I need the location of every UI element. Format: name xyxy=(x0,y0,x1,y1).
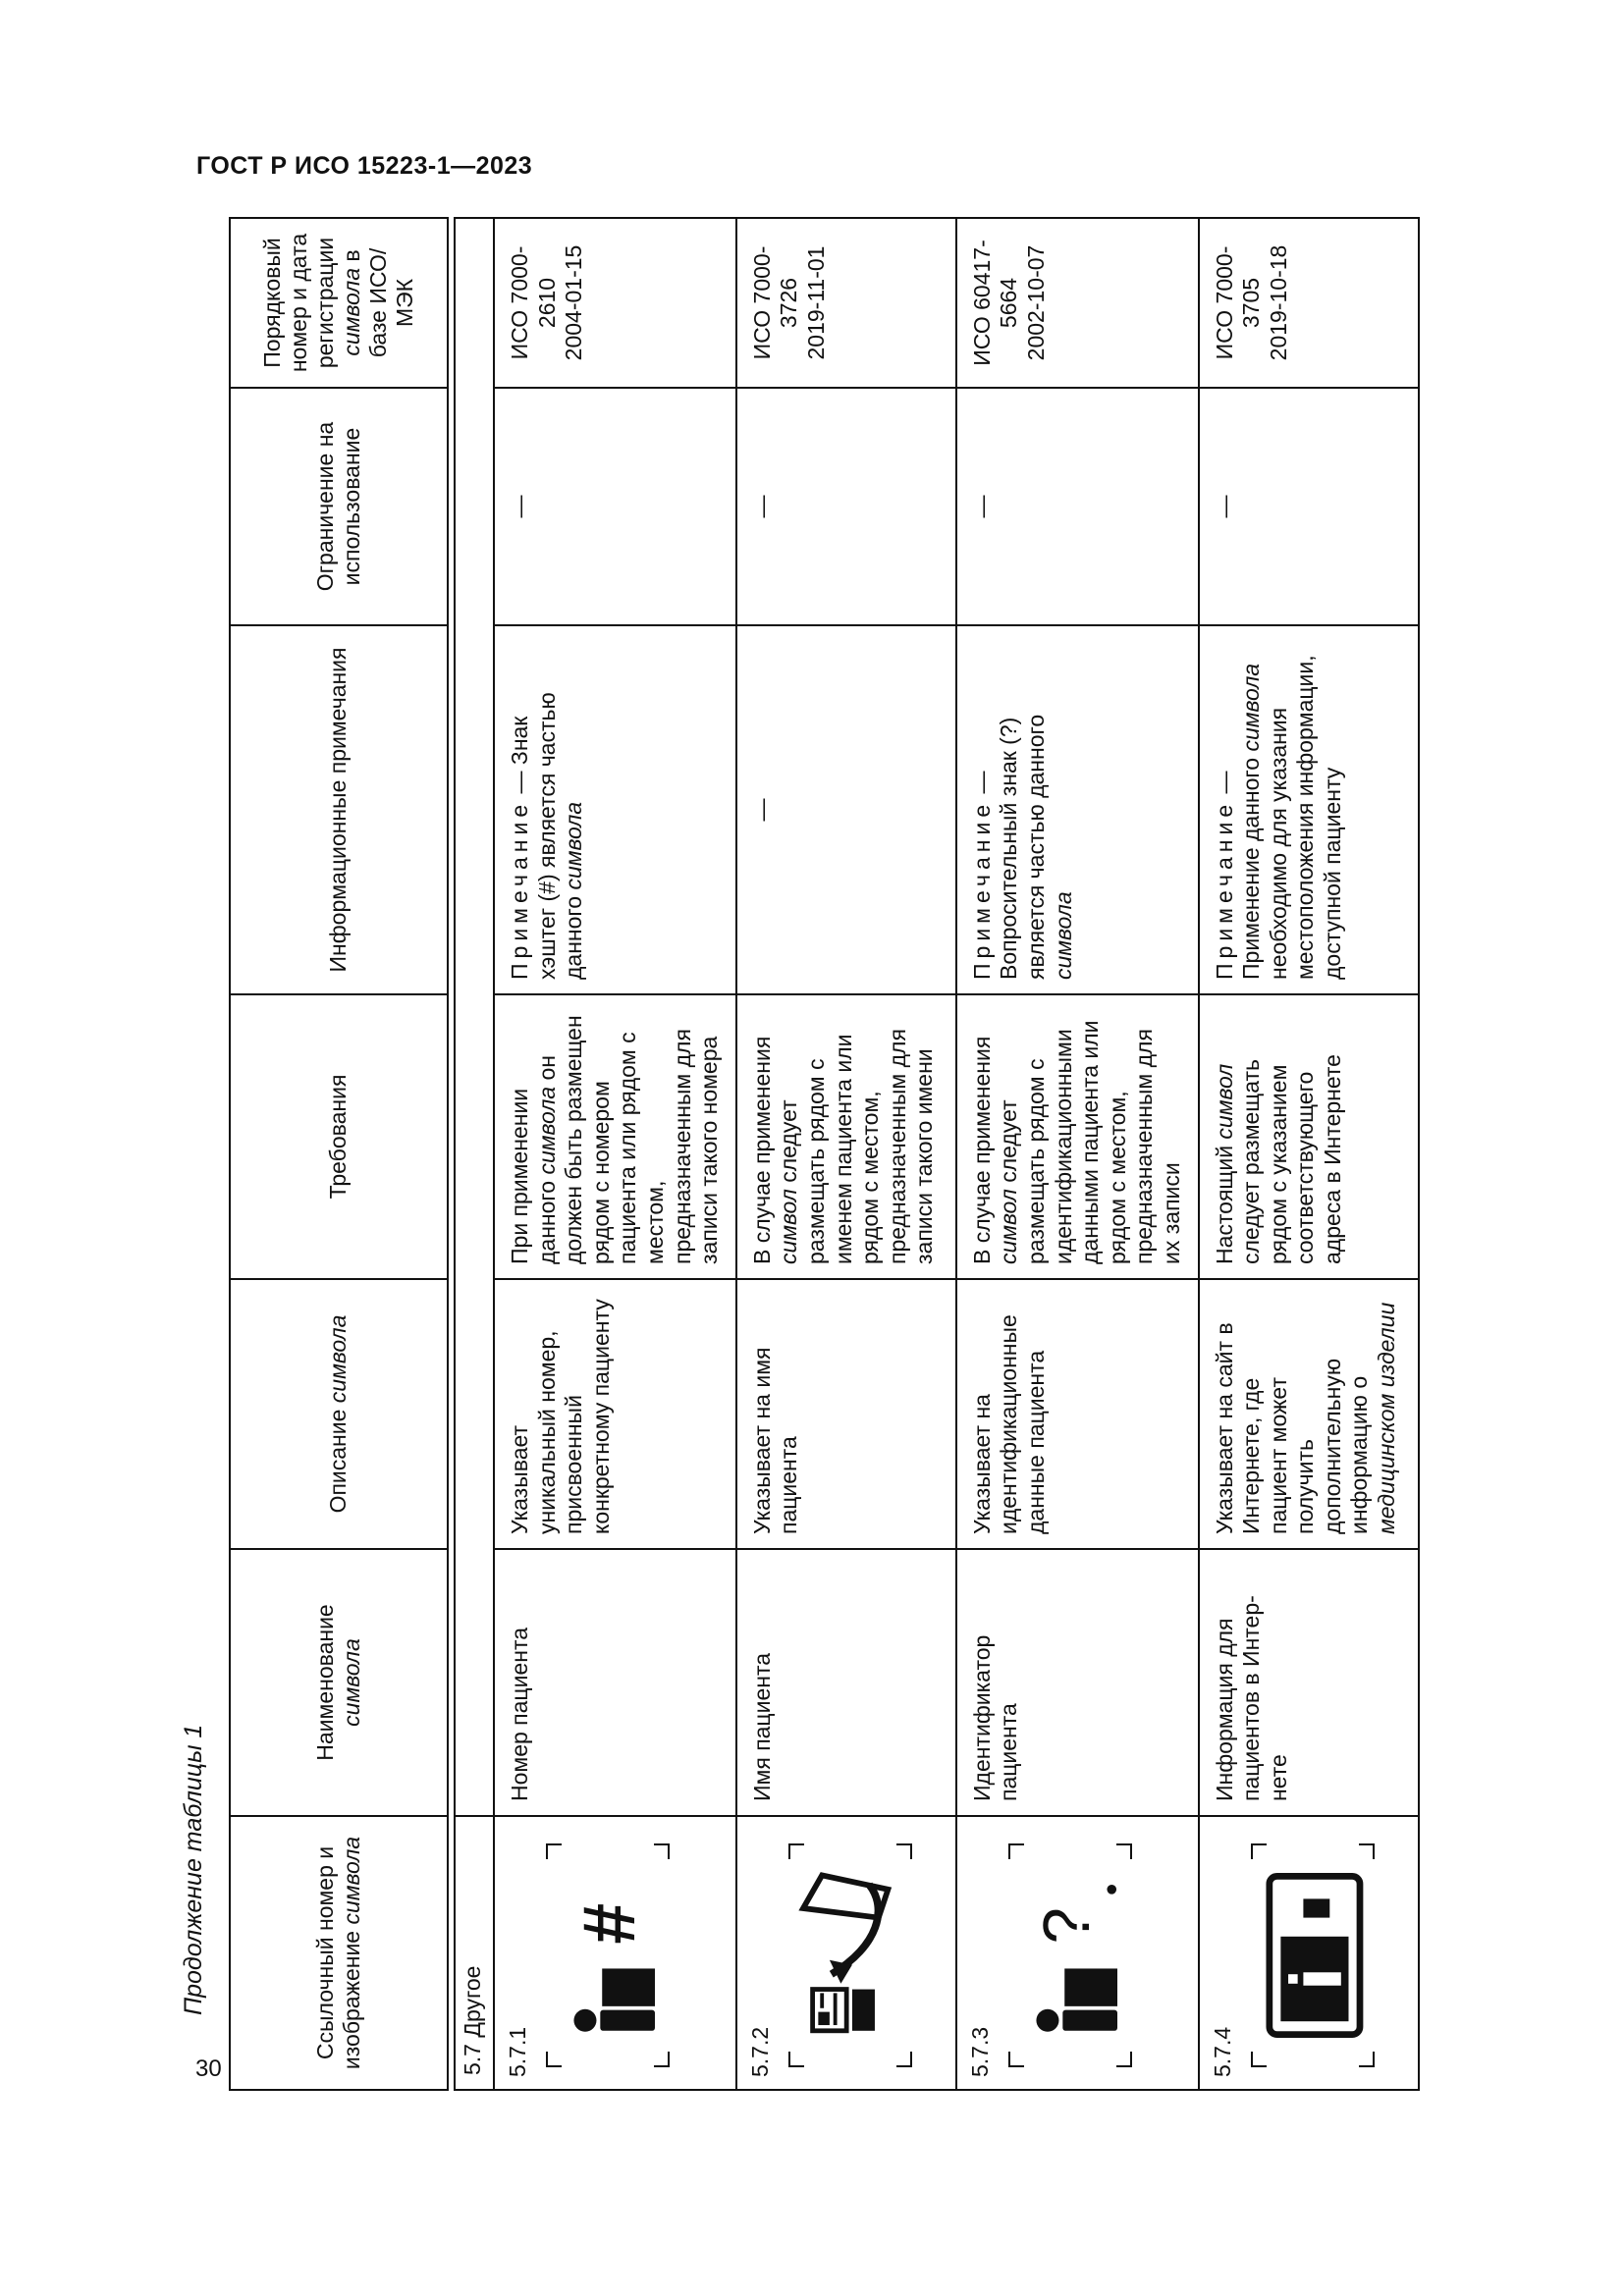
symbol-name-cell xyxy=(1199,1549,1419,1816)
frame-corner-mark xyxy=(1008,2052,1024,2067)
table-row xyxy=(494,218,736,2090)
italic-term: символа xyxy=(533,1086,560,1175)
text-run: Указывает на идентификационные данные пациента xyxy=(968,1314,1049,1534)
italic-term: символа xyxy=(1238,663,1265,752)
frame-corner-mark xyxy=(1251,1843,1267,1859)
registration-number-cell: ИСО 7000-3726 2019-11-01 xyxy=(736,218,956,388)
text-run: — Знак хэштег (#) является частью данного xyxy=(507,692,587,980)
text-run: Ссылочный номер и изображение xyxy=(311,1845,364,2070)
frame-corner-mark xyxy=(1116,1843,1132,1859)
svg-text:?: ? xyxy=(1029,1907,1104,1945)
header-cell xyxy=(230,388,448,625)
italic-term: символ xyxy=(996,1189,1022,1264)
text-run: Ограничение на использование xyxy=(311,421,364,592)
text-run: — xyxy=(748,798,775,822)
table-row xyxy=(736,218,956,2090)
frame-corner-mark xyxy=(788,2052,804,2067)
patient-information-website-icon xyxy=(1255,1861,1371,2050)
text-run: — Применение данного xyxy=(1211,751,1265,980)
requirements-cell xyxy=(956,994,1199,1279)
italic-term: символа xyxy=(339,1638,364,1727)
patient-number-icon xyxy=(550,1861,666,2050)
symbol-name-cell xyxy=(494,1549,736,1816)
text-run: При применении данного xyxy=(507,1088,560,1264)
symbol-ref-number: 5.7.3 xyxy=(966,2026,993,2077)
header-cell xyxy=(230,994,448,1279)
header-cell xyxy=(230,1279,448,1549)
text-run: Наименование xyxy=(311,1604,338,1761)
registration-number-cell: ИСО 7000-2610 2004-01-15 xyxy=(494,218,736,388)
text-run: Настоящий xyxy=(1211,1139,1237,1264)
symbol-description-cell xyxy=(736,1279,956,1549)
text-run: в базе ИСО/МЭК xyxy=(339,247,418,358)
text-run: Описание xyxy=(325,1403,352,1514)
informative-notes-cell xyxy=(1199,625,1419,994)
frame-corner-mark xyxy=(1359,2052,1375,2067)
requirements-cell xyxy=(1199,994,1419,1279)
frame-corner-mark xyxy=(896,2052,912,2067)
requirements-cell xyxy=(736,994,956,1279)
symbol-description-cell xyxy=(1199,1279,1419,1549)
section-row xyxy=(455,218,494,2090)
restriction-cell: — xyxy=(956,388,1199,625)
header-cell xyxy=(230,1816,448,2090)
symbol-description-cell xyxy=(956,1279,1199,1549)
text-run: Указывает на имя пациента xyxy=(748,1347,802,1534)
text-run: Информация для пациентов в Интер-нете xyxy=(1211,1595,1291,1801)
frame-corner-mark xyxy=(1116,2052,1132,2067)
table-header-row xyxy=(230,218,448,2090)
text-run: следует размещать рядом с идентификационными данными пациента или рядом с местом, предназначенным для их записи xyxy=(996,1020,1184,1264)
text-run: Требования xyxy=(325,1074,352,1200)
text-run: Указывает на сайт в Интернете, где пациент может получить дополнительную информацию о xyxy=(1211,1322,1373,1534)
text-run: — Вопросительный знак (?) является частью данного xyxy=(968,714,1049,980)
frame-corner-mark xyxy=(1008,1843,1024,1859)
symbol-ref-number: 5.7.2 xyxy=(746,2026,773,2077)
frame-corner-mark xyxy=(654,1843,670,1859)
note-label: Примечание xyxy=(507,799,532,980)
symbol-ref-number: 5.7.1 xyxy=(505,2026,530,2077)
frame-corner-mark xyxy=(546,1843,562,1859)
symbol-frame xyxy=(546,1843,670,2067)
section-title: 5.7 Другое xyxy=(455,1816,494,2090)
symbol-frame xyxy=(788,1843,912,2067)
italic-term: символа xyxy=(1050,891,1076,980)
table-gap-row xyxy=(448,218,455,2090)
frame-corner-mark xyxy=(654,2052,670,2067)
section-spacer xyxy=(455,218,494,1816)
informative-notes-cell xyxy=(736,625,956,994)
registration-number-cell: ИСО 60417- 5664 2002-10-07 xyxy=(956,218,1199,388)
table-body xyxy=(494,218,1419,2090)
registration-number-cell: ИСО 7000-3705 2019-10-18 xyxy=(1199,218,1419,388)
header-cell xyxy=(230,625,448,994)
informative-notes-cell xyxy=(956,625,1199,994)
symbol-frame xyxy=(1008,1843,1132,2067)
header-cell xyxy=(230,1549,448,1816)
text-run: следует размещать рядом с указанием соответствующего адреса в Интернете xyxy=(1238,1054,1345,1264)
text-run: Идентификатор пациента xyxy=(968,1634,1022,1801)
informative-notes-cell xyxy=(494,625,736,994)
symbols-table-rotated xyxy=(229,219,1400,2091)
italic-term: символ xyxy=(1211,1063,1237,1140)
text-run: Имя пациента xyxy=(748,1652,775,1801)
restriction-cell: — xyxy=(736,388,956,625)
italic-term: символа xyxy=(339,268,364,356)
symbol-reference-cell xyxy=(736,1816,956,2090)
italic-term: символа xyxy=(325,1314,352,1404)
symbol-reference-cell xyxy=(494,1816,736,2090)
text-run: Информационные примечания xyxy=(325,647,352,973)
symbol-name-cell xyxy=(736,1549,956,1816)
restriction-cell: — xyxy=(1199,388,1419,625)
text-run: Порядковый номер и дата регистрации xyxy=(258,233,338,373)
svg-text:#: # xyxy=(567,1902,650,1945)
document-code: ГОСТ Р ИСО 15223-1—2023 xyxy=(196,152,533,180)
text-run: он должен быть размещен рядом с номером пациента или рядом с местом, предназначенным для записи такого номера xyxy=(533,1015,723,1264)
frame-corner-mark xyxy=(896,1843,912,1859)
symbol-reference-cell xyxy=(1199,1816,1419,2090)
italic-term: символа xyxy=(561,801,587,890)
text-run: следует размещать рядом с именем пациента или рядом с местом, предназначенным для записи такого имени xyxy=(776,1029,938,1264)
frame-corner-mark xyxy=(1359,1843,1375,1859)
page-number: 30 xyxy=(195,2056,222,2082)
frame-corner-mark xyxy=(1251,2052,1267,2067)
note-label: Примечание xyxy=(968,799,995,980)
italic-term: символа xyxy=(339,1836,364,1925)
symbol-name-cell xyxy=(956,1549,1199,1816)
symbol-description-cell xyxy=(494,1279,736,1549)
symbol-ref-number: 5.7.4 xyxy=(1209,2026,1235,2077)
symbol-reference-cell xyxy=(956,1816,1199,2090)
text-run: Номер пациента xyxy=(507,1627,532,1801)
patient-name-icon xyxy=(792,1861,908,2050)
frame-corner-mark xyxy=(788,1843,804,1859)
requirements-cell xyxy=(494,994,736,1279)
text-run: Указывает уникальный номер, присвоенный конкретному пациенту xyxy=(507,1299,614,1534)
text-run: В случае применения xyxy=(968,1036,995,1264)
text-run: необходимо для указания местоположения информации, доступной пациенту xyxy=(1265,655,1345,980)
patient-identification-icon xyxy=(1012,1861,1128,2050)
italic-term: медицинском изделии xyxy=(1374,1302,1400,1534)
header-cell xyxy=(230,218,448,388)
frame-corner-mark xyxy=(546,2052,562,2067)
table-row xyxy=(1199,218,1419,2090)
symbol-frame xyxy=(1251,1843,1375,2067)
italic-term: символ xyxy=(776,1189,802,1264)
table-caption: Продолжение таблицы 1 xyxy=(180,1724,207,2015)
restriction-cell: — xyxy=(494,388,736,625)
note-label: Примечание xyxy=(1211,799,1237,980)
table-row xyxy=(956,218,1199,2090)
symbols-table xyxy=(229,217,1420,2091)
text-run: В случае применения xyxy=(748,1036,775,1264)
